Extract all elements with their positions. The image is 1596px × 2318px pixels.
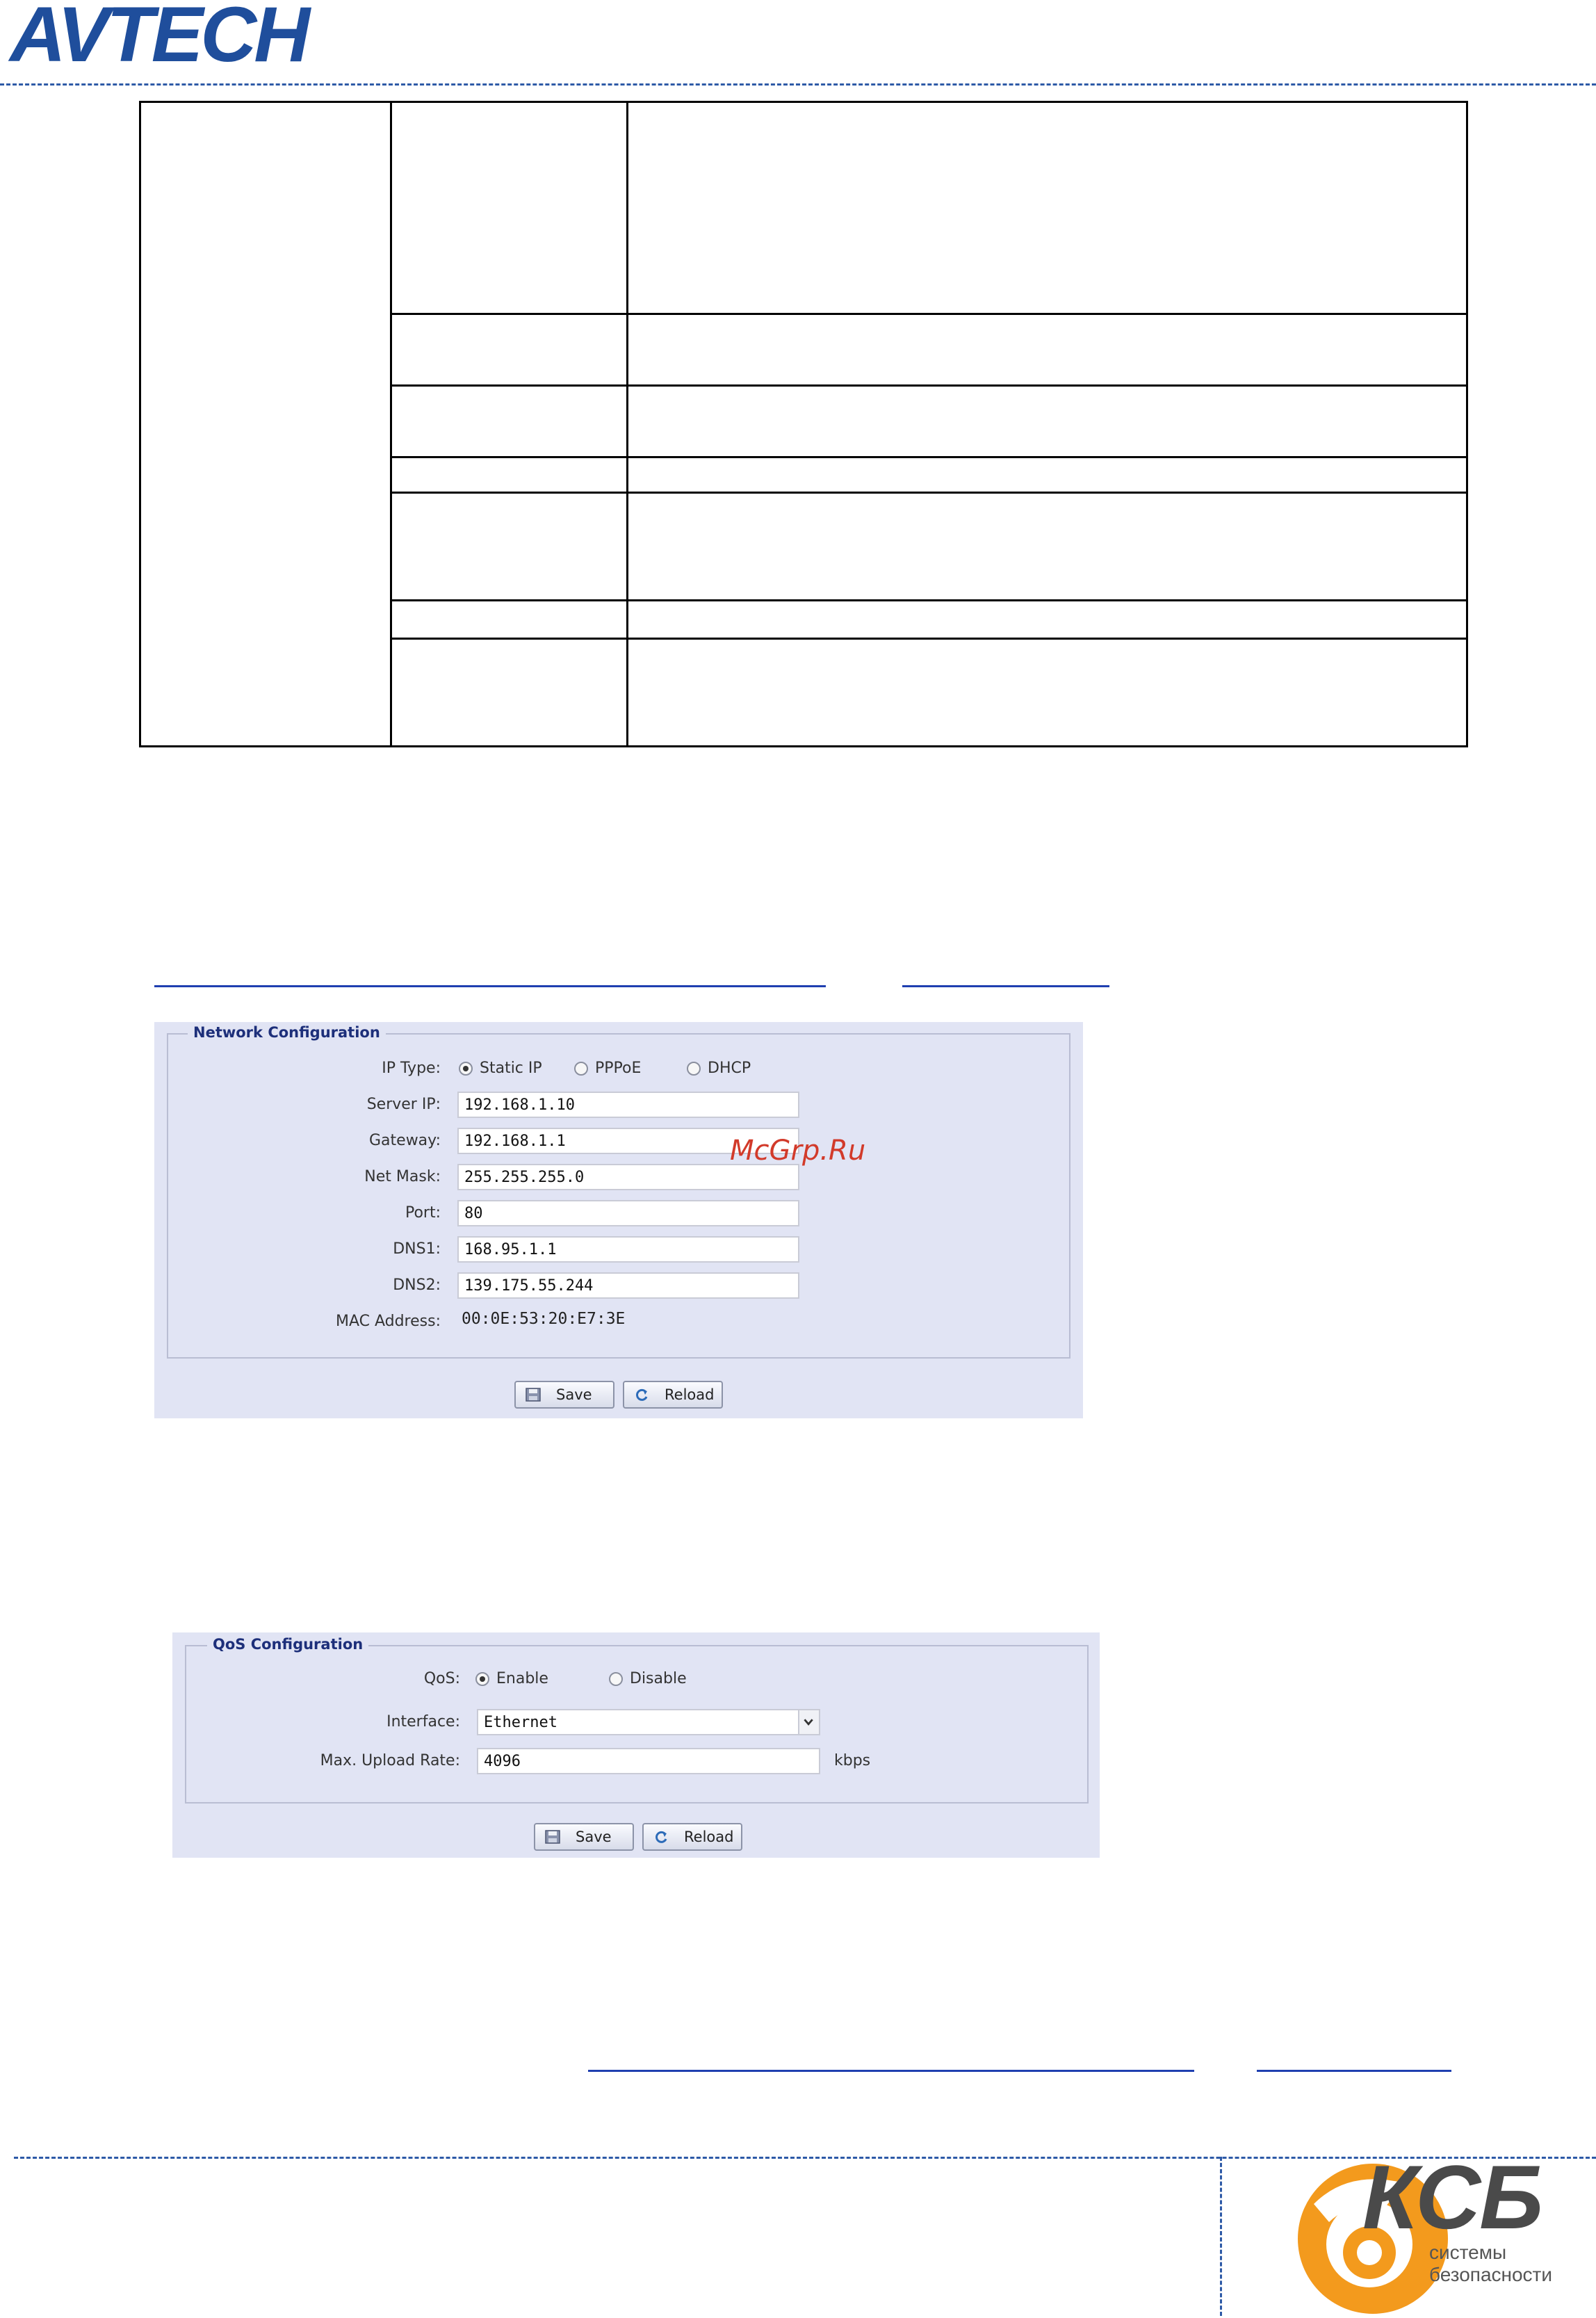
qos-config-panel xyxy=(172,1632,1100,1858)
mac-address-value: 00:0E:53:20:E7:3E xyxy=(462,1310,626,1328)
server-ip-label: Server IP: xyxy=(366,1096,441,1113)
reload-icon xyxy=(634,1388,649,1402)
header-divider xyxy=(0,83,1596,86)
gateway-label: Gateway: xyxy=(369,1132,441,1149)
dhcp-label: DHCP xyxy=(708,1060,751,1077)
ksb-logo-line2: безопасности xyxy=(1429,2264,1553,2285)
save-label: Save xyxy=(556,1386,592,1403)
network-config-panel xyxy=(154,1022,1083,1418)
reload-button[interactable] xyxy=(623,1381,723,1409)
server-ip-input[interactable]: 192.168.1.10 xyxy=(457,1092,799,1118)
save-icon xyxy=(526,1388,541,1402)
link-underline[interactable] xyxy=(1257,2070,1451,2072)
qos-enable-label: Enable xyxy=(496,1670,548,1687)
ip-type-label: IP Type: xyxy=(382,1060,441,1077)
max-upload-rate-input[interactable]: 4096 xyxy=(477,1748,820,1774)
ksb-logo-text: КСБ xyxy=(1362,2146,1542,2248)
ksb-logo xyxy=(1272,2146,1571,2315)
qos-disable-radio[interactable] xyxy=(609,1672,623,1686)
net-mask-input[interactable]: 255.255.255.0 xyxy=(457,1164,799,1190)
port-label: Port: xyxy=(405,1204,441,1222)
mac-address-label: MAC Address: xyxy=(335,1313,441,1330)
qos-reload-button[interactable] xyxy=(642,1823,742,1851)
save-icon xyxy=(545,1830,560,1844)
port-input[interactable]: 80 xyxy=(457,1200,799,1226)
dns1-label: DNS1: xyxy=(393,1240,441,1258)
static-ip-label: Static IP xyxy=(480,1060,542,1077)
qos-save-label: Save xyxy=(576,1829,612,1845)
save-button[interactable] xyxy=(514,1381,614,1409)
upload-unit-label: kbps xyxy=(834,1752,871,1769)
avtech-logo: AVTECH xyxy=(10,0,308,78)
max-upload-rate-label: Max. Upload Rate: xyxy=(320,1752,460,1769)
link-underline[interactable] xyxy=(902,985,1109,987)
qos-reload-label: Reload xyxy=(684,1829,734,1845)
qos-label: QoS: xyxy=(423,1670,460,1687)
qos-config-legend: QoS Configuration xyxy=(207,1635,368,1653)
qos-disable-label: Disable xyxy=(630,1670,687,1687)
interface-select[interactable] xyxy=(477,1709,820,1735)
watermark: McGrp.Ru xyxy=(730,1135,866,1167)
chevron-down-glyph xyxy=(799,1710,819,1734)
qos-enable-radio[interactable] xyxy=(475,1672,489,1686)
link-underline[interactable] xyxy=(154,985,826,987)
link-underline[interactable] xyxy=(588,2070,1194,2072)
dns2-input[interactable]: 139.175.55.244 xyxy=(457,1272,799,1299)
net-mask-label: Net Mask: xyxy=(364,1168,441,1185)
reload-icon xyxy=(653,1830,669,1844)
reload-label: Reload xyxy=(665,1386,715,1403)
chevron-down-icon[interactable] xyxy=(798,1710,819,1734)
static-ip-radio[interactable] xyxy=(459,1062,473,1076)
qos-save-button[interactable] xyxy=(534,1823,634,1851)
network-config-legend: Network Configuration xyxy=(188,1023,386,1042)
pppoe-label: PPPoE xyxy=(595,1060,642,1077)
interface-select-value: Ethernet xyxy=(484,1714,557,1731)
dns2-label: DNS2: xyxy=(393,1276,441,1294)
dns1-input[interactable]: 168.95.1.1 xyxy=(457,1236,799,1263)
pppoe-radio[interactable] xyxy=(574,1062,588,1076)
ksb-logo-line1: системы xyxy=(1429,2242,1507,2263)
interface-label: Interface: xyxy=(386,1713,460,1731)
dhcp-radio[interactable] xyxy=(687,1062,701,1076)
gateway-input[interactable]: 192.168.1.1 xyxy=(457,1128,799,1154)
footer-vertical-divider xyxy=(1220,2157,1222,2316)
